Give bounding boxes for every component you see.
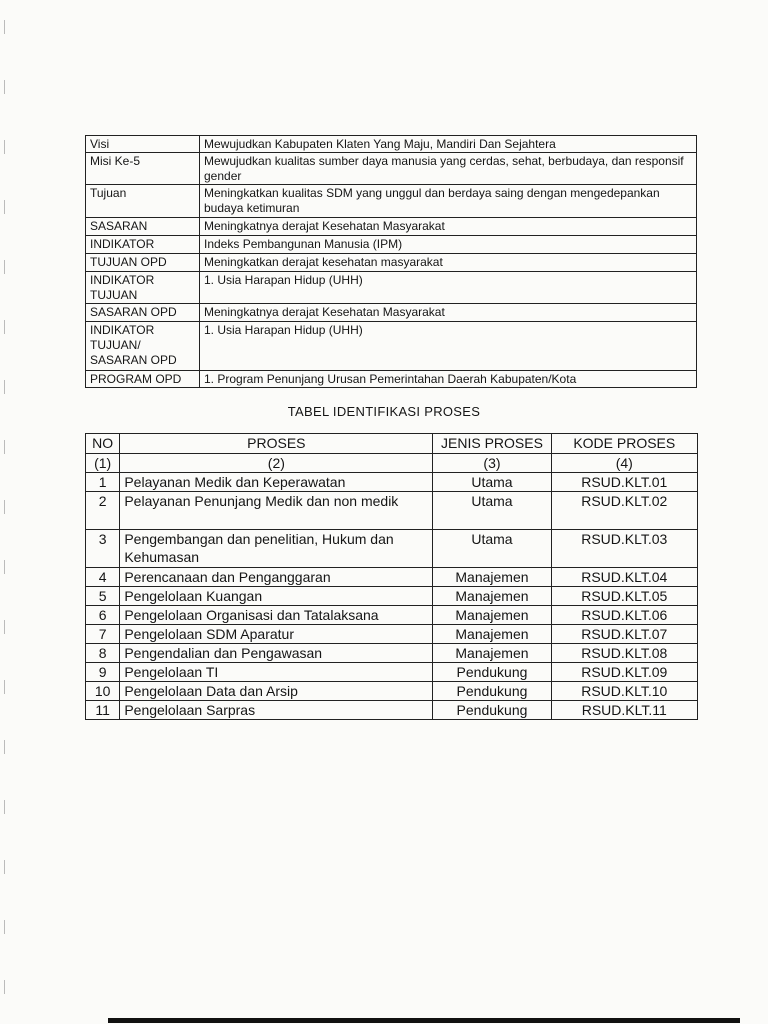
cell-no: 10	[86, 682, 120, 701]
header-kode-proses: KODE PROSES	[551, 434, 697, 454]
cell-no: 2	[86, 492, 120, 530]
info-row-tujuan-opd	[86, 254, 697, 272]
cell-proses: Pengendalian dan Pengawasan	[120, 644, 433, 663]
process-table	[85, 433, 698, 720]
table-row	[86, 568, 698, 587]
info-label: PROGRAM OPD	[86, 371, 200, 388]
table-row	[86, 606, 698, 625]
cell-proses: Perencanaan dan Penganggaran	[120, 568, 433, 587]
scan-margin-mark	[4, 20, 5, 1000]
cell-jenis: Manajemen	[433, 606, 551, 625]
table-row	[86, 625, 698, 644]
cell-no: 7	[86, 625, 120, 644]
table-row	[86, 492, 698, 530]
info-value: Meningkatkan derajat kesehatan masyarakat	[200, 254, 697, 272]
info-row-program-opd	[86, 371, 697, 388]
info-label: Tujuan	[86, 185, 200, 218]
cell-jenis: Manajemen	[433, 587, 551, 606]
header-proses: PROSES	[120, 434, 433, 454]
cell-kode: RSUD.KLT.02	[551, 492, 697, 530]
table-row	[86, 682, 698, 701]
cell-proses: Pengelolaan SDM Aparatur	[120, 625, 433, 644]
info-row-indikator-sasaran-opd	[86, 322, 697, 371]
cell-kode: RSUD.KLT.04	[551, 568, 697, 587]
cell-proses: Pengelolaan TI	[120, 663, 433, 682]
cell-proses: Pelayanan Penunjang Medik dan non medik	[120, 492, 433, 530]
cell-proses: Pengelolaan Data dan Arsip	[120, 682, 433, 701]
cell-proses: Pengelolaan Sarpras	[120, 701, 433, 720]
subheader-1: (1)	[86, 454, 120, 473]
info-label: Misi Ke-5	[86, 153, 200, 185]
info-value: Indeks Pembangunan Manusia (IPM)	[200, 236, 697, 254]
table-row	[86, 663, 698, 682]
cell-no: 9	[86, 663, 120, 682]
cell-kode: RSUD.KLT.01	[551, 473, 697, 492]
info-label: Visi	[86, 136, 200, 153]
cell-no: 8	[86, 644, 120, 663]
info-label: INDIKATOR TUJUAN/ SASARAN OPD	[86, 322, 200, 371]
cell-jenis: Utama	[433, 473, 551, 492]
info-label: SASARAN OPD	[86, 304, 200, 322]
info-table	[85, 135, 697, 388]
subheader-4: (4)	[551, 454, 697, 473]
cell-jenis: Utama	[433, 492, 551, 530]
cell-kode: RSUD.KLT.03	[551, 530, 697, 568]
info-value: 1. Program Penunjang Urusan Pemerintahan Daerah Kabupaten/Kota	[200, 371, 697, 388]
info-value: 1. Usia Harapan Hidup (UHH)	[200, 322, 697, 371]
cell-kode: RSUD.KLT.05	[551, 587, 697, 606]
process-table-title: TABEL IDENTIFIKASI PROSES	[287, 404, 481, 419]
info-value: 1. Usia Harapan Hidup (UHH)	[200, 272, 697, 304]
cell-jenis: Utama	[433, 530, 551, 568]
info-row-sasaran	[86, 218, 697, 236]
cell-jenis: Manajemen	[433, 644, 551, 663]
info-label: INDIKATOR	[86, 236, 200, 254]
cell-jenis: Manajemen	[433, 568, 551, 587]
cell-proses: Pengelolaan Kuangan	[120, 587, 433, 606]
cell-jenis: Pendukung	[433, 701, 551, 720]
process-header-row	[86, 434, 698, 454]
bottom-rule	[108, 1018, 740, 1023]
cell-no: 1	[86, 473, 120, 492]
info-value: Meningkatkan kualitas SDM yang unggul dan berdaya saing dengan mengedepankan budaya ketimuran	[200, 185, 697, 218]
table-row	[86, 644, 698, 663]
info-label: INDIKATOR TUJUAN	[86, 272, 200, 304]
cell-kode: RSUD.KLT.11	[551, 701, 697, 720]
process-subheader-row	[86, 454, 698, 473]
table-row	[86, 587, 698, 606]
subheader-3: (3)	[433, 454, 551, 473]
cell-kode: RSUD.KLT.09	[551, 663, 697, 682]
cell-jenis: Pendukung	[433, 663, 551, 682]
header-jenis-proses: JENIS PROSES	[433, 434, 551, 454]
table-row	[86, 473, 698, 492]
info-label: SASARAN	[86, 218, 200, 236]
info-value: Mewujudkan Kabupaten Klaten Yang Maju, Mandiri Dan Sejahtera	[200, 136, 697, 153]
info-row-indikator-tujuan	[86, 272, 697, 304]
cell-no: 6	[86, 606, 120, 625]
cell-proses: Pelayanan Medik dan Keperawatan	[120, 473, 433, 492]
table-row	[86, 530, 698, 568]
table-row	[86, 701, 698, 720]
cell-proses: Pengelolaan Organisasi dan Tatalaksana	[120, 606, 433, 625]
cell-jenis: Manajemen	[433, 625, 551, 644]
cell-proses: Pengembangan dan penelitian, Hukum dan Kehumasan	[120, 530, 433, 568]
info-label: TUJUAN OPD	[86, 254, 200, 272]
info-row-misi	[86, 153, 697, 185]
info-value: Meningkatnya derajat Kesehatan Masyarakat	[200, 218, 697, 236]
info-row-sasaran-opd	[86, 304, 697, 322]
header-no: NO	[86, 434, 120, 454]
info-row-visi	[86, 136, 697, 153]
info-value: Mewujudkan kualitas sumber daya manusia yang cerdas, sehat, berbudaya, dan responsif gender	[200, 153, 697, 185]
cell-kode: RSUD.KLT.08	[551, 644, 697, 663]
cell-jenis: Pendukung	[433, 682, 551, 701]
info-row-tujuan	[86, 185, 697, 218]
cell-no: 5	[86, 587, 120, 606]
info-row-indikator	[86, 236, 697, 254]
subheader-2: (2)	[120, 454, 433, 473]
info-value: Meningkatnya derajat Kesehatan Masyarakat	[200, 304, 697, 322]
cell-kode: RSUD.KLT.07	[551, 625, 697, 644]
cell-kode: RSUD.KLT.10	[551, 682, 697, 701]
cell-no: 3	[86, 530, 120, 568]
cell-kode: RSUD.KLT.06	[551, 606, 697, 625]
cell-no: 4	[86, 568, 120, 587]
cell-no: 11	[86, 701, 120, 720]
